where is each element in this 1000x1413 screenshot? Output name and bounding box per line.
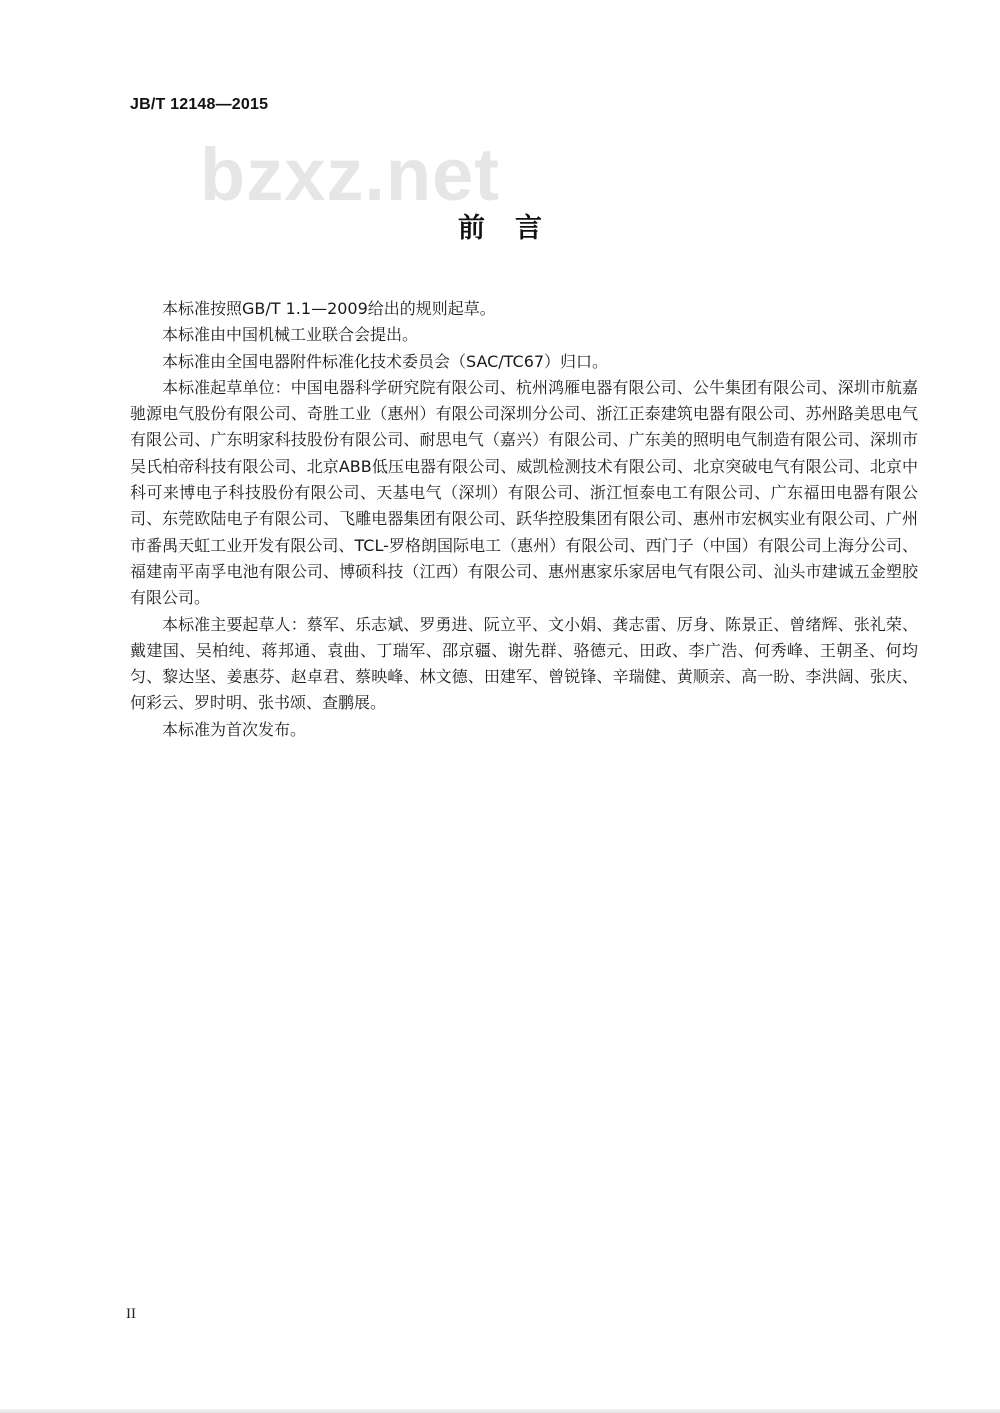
foreword-body — [130, 296, 918, 743]
page-title: 前言 — [458, 213, 572, 244]
paragraph-first-release: 本标准为首次发布。 — [162, 719, 307, 739]
page-bottom-edge — [0, 1409, 1000, 1413]
page-number: II — [126, 1306, 136, 1322]
standard-code: JB/T 12148—2015 — [130, 96, 269, 113]
paragraph-proposer: 本标准由中国机械工业联合会提出。 — [162, 325, 419, 345]
watermark: bzxz.net — [200, 133, 500, 216]
paragraph-drafters: 本标准主要起草人：蔡军、乐志斌、罗勇进、阮立平、文小娟、龚志雷、厉身、陈景正、曾绪辉、张礼荣、戴建国、吴柏纯、蒋邦通、袁曲、丁瑞军、邵京疆、谢先群、骆德元、田政、李广浩、何秀峰、王朝圣、何均匀、黎达坚、姜惠芬、赵卓君、蔡映峰、林文德、田建军、曾锐锋、辛瑞健、黄顺亲、高一盼、李洪阔、张庆、何彩云、罗时明、张书颂、查鹏展。 — [130, 614, 918, 713]
paragraph-administration: 本标准由全国电器附件标准化技术委员会（SAC/TC67）归口。 — [162, 351, 609, 371]
paragraph-drafting-rules: 本标准按照GB/T 1.1—2009给出的规则起草。 — [162, 299, 496, 318]
paragraph-drafting-units: 本标准起草单位：中国电器科学研究院有限公司、杭州鸿雁电器有限公司、公牛集团有限公司、深圳市航嘉驰源电气股份有限公司、奇胜工业（惠州）有限公司深圳分公司、浙江正泰建筑电器有限公司、苏州路美思电气有限公司、广东明家科技股份有限公司、耐思电气（嘉兴）有限公司、广东美的照明电气制造有限公司、深圳市吴氏柏帝科技有限公司、北京ABB低压电器有限公司、威凯检测技术有限公司、北京突破电气有限公司、北京中科可来博电子科技股份有限公司、天基电气（深圳）有限公司、浙江恒泰电工有限公司、广东福田电器有限公司、东莞欧陆电子有限公司、飞雕电器集团有限公司、跃华控股集团有限公司、惠州市宏枫实业有限公司、广州市番禺天虹工业开发有限公司、TCL-罗格朗国际电工（惠州）有限公司、西门子（中国）有限公司上海分公司、福建南平南孚电池有限公司、博硕科技（江西）有限公司、惠州惠家乐家居电气有限公司、汕头市建诚五金塑胶有限公司。 — [130, 377, 918, 608]
